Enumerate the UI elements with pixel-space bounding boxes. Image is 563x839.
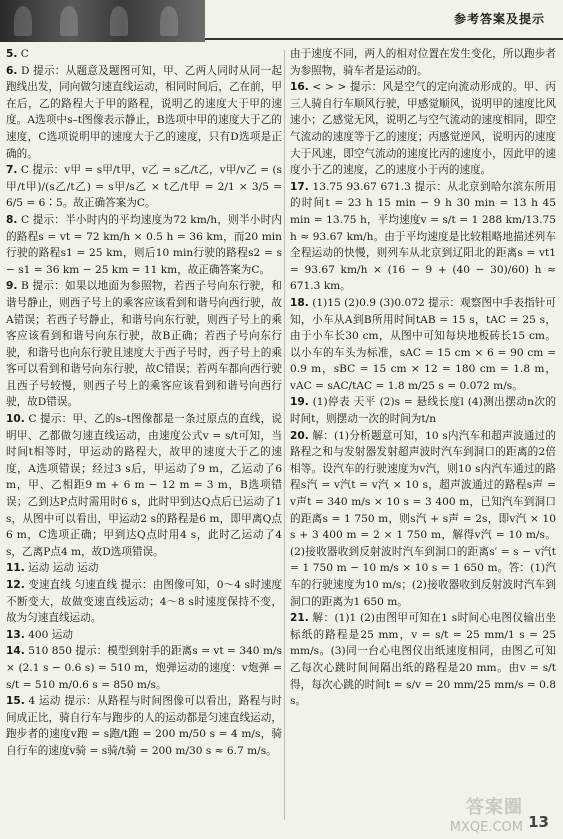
answer-text: C [20, 48, 29, 60]
banner-decoration [60, 6, 78, 36]
left-column [6, 46, 282, 760]
banner-decoration [14, 6, 32, 36]
answer-item [6, 693, 282, 759]
answer-item [6, 627, 282, 644]
answer-item [6, 278, 282, 411]
answer-number: 13. [6, 628, 25, 641]
answer-number: 8. [6, 213, 18, 226]
header-banner-image [0, 0, 205, 42]
answer-text: (1)停表 天平 (2)s = 悬线长度l (4)测出摆动n次的时间t，则摆动一次的时间为t/n [290, 396, 556, 426]
answer-number: 14. [6, 645, 25, 658]
watermark-text: 答案圈 [466, 797, 523, 818]
answer-item [6, 643, 282, 693]
page-header [0, 0, 563, 44]
answer-number: 21. [290, 612, 309, 625]
answer-number: 15. [6, 695, 25, 708]
answer-number: 11. [6, 562, 25, 575]
answer-number: 16. [290, 81, 309, 94]
answer-number: 5. [6, 48, 18, 60]
answer-number: 9. [6, 280, 18, 293]
watermark-url: MXQE.COM [449, 820, 523, 835]
answer-item [6, 46, 282, 63]
column-divider [284, 50, 285, 820]
answer-text: C 提示：v甲 = s甲/t甲，v乙 = s乙/t乙，v甲/v乙 = (s甲/t甲)/(s乙/t乙) = s甲/s乙 × t乙/t甲 = 2/1 × 3/5 = 6/5 = 6∶5。故正确答案为C。 [6, 164, 282, 210]
answer-item [6, 411, 282, 560]
answer-item [290, 79, 556, 179]
answer-text: 510 850 提示：模型到射手的距离s = vt = 340 m/s × (2.1 s − 0.6 s) = 510 m，炮弹运动的速度：v炮弹 = s/t = 510 m/0.6 s = 850 m/s。 [6, 645, 282, 691]
header-rule [205, 38, 563, 40]
right-column [290, 46, 556, 710]
answer-item [290, 46, 556, 79]
answer-number: 12. [6, 579, 25, 591]
answer-item [290, 428, 556, 611]
answer-text: 解：(1)1 (2)由图甲可知在1 s时间心电图仪输出坐标纸的路程是25 mm，v = s/t = 25 mm/1 s = 25 mm/s。(3)同一台心电图仪出纸速度相同，由图乙可知乙每次心跳时间间隔出纸的路程是20 mm。由v = s/t得，每次心跳的时间t = s/v = 20 mm/25 mm/s = 0.8 s。 [290, 612, 556, 708]
answer-number: 20. [290, 429, 309, 442]
answer-text: B 提示：如果以地面为参照物，若西子号向东行驶，和谐号静止，则西子号上的乘客应该看到和谐号向西行驶，故A错误；若西子号静止，和谐号向东行驶，则西子号上的乘客应该看到和谐号向东行驶，故B正确；若西子号向东行驶，和谐号也向东行驶且速度大于西子号时，西子号上的乘客可以看到和谐号向东行驶，故C错误；若两车都向西行驶且西子号较慢，则西子号上的乘客应该看到和谐号向西行驶，故D错误。 [6, 280, 282, 409]
answer-text: C 提示：半小时内的平均速度为72 km/h，则半小时内的路程s = vt = 72 km/h × 0.5 h = 36 km，而20 min行驶的路程s1 = 25 km，则后10 min行驶的路程s2 = s − s1 = 36 km − 25 km = 11 km，故正确答案为C。 [6, 213, 282, 276]
answer-number: 6. [6, 64, 18, 77]
answer-text: (1)15 (2)0.9 (3)0.072 提示：观察图中手表指针可知，小车从A到B所用时间tAB = 15 s，tAC = 25 s，由于小车长30 cm，从图中可知每块地板砖长15 cm。以小车的车头为标准，sAC = 15 cm × 6 = 90 cm = 0.9 m，sBC = 15 cm × 12 = 180 cm = 1.8 m，vAC = sAC/tAC = 1.8 m/25 s = 0.072 m/s。 [290, 296, 556, 392]
answer-number: 10. [6, 413, 25, 426]
answer-item [290, 394, 556, 427]
answer-item [290, 179, 556, 295]
answer-item [6, 577, 282, 627]
answer-item [6, 63, 282, 163]
banner-decoration [160, 6, 178, 36]
answer-text: 变速直线 匀速直线 提示：由图像可知，0～4 s时速度不断变大，故做变速直线运动；4～8 s时速度保持不变，故为匀速直线运动。 [6, 579, 282, 625]
answer-number: 17. [290, 180, 309, 193]
answer-item [290, 295, 556, 395]
answer-text: 解：(1)分析题意可知，10 s内汽车和超声波通过的路程之和与发射器发射超声波时汽车到洞口的距离的2倍相等。设汽车的行驶速度为v汽，则10 s内汽车通过的路程s汽 = v汽t = v汽 × 10 s，超声波通过的路程s声 = v声t = 340 m/s × 10 s = 3 400 m，已知汽车到洞口的距离s = 1 750 m，则s汽 + s声 = 2s，即v汽 × 10 s + 3 400 m = 2 × 1 750 m，解得v汽 = 10 m/s。(2)接收器收到反射波时汽车到洞口的距离s′ = s − v汽t = 1 750 m − 10 m/s × 10 s = 1 650 m。答：(1)汽车的行驶速度为10 m/s；(2)接收器收到反射波时汽车到洞口的距离为1 650 m。 [290, 429, 556, 608]
answer-item [6, 560, 282, 577]
answer-number: 7. [6, 164, 18, 177]
answer-item [6, 162, 282, 212]
answer-text: 运动 运动 运动 [28, 562, 99, 575]
page-number: 13 [528, 813, 549, 831]
header-title: 参考答案及提示 [453, 12, 545, 26]
answer-text: 4 运动 提示：从路程与时间图像可以看出，路程与时间成正比，骑自行车与跑步的人的运动都是匀速直线运动，跑步者的速度v跑 = s跑/t跑 = 200 m/50 s = 4 m/s，骑自行车的速度v骑 = s骑/t骑 = 200 m/30 s ≈ 6.7 m/s。 [6, 695, 282, 757]
answer-text: < > > 提示：风是空气的定向流动形成的。甲、丙三人骑自行车顺风行驶，甲感觉顺风，说明甲的速度比风速小；乙感觉无风，说明乙与空气流动的速度相同，即空气流动的速度等于乙的速度；丙感觉逆风，说明丙的速度大于风速，即空气流动的速度比丙的速度小，因此甲的速度小于乙的速度，乙的速度小于丙的速度。 [290, 81, 556, 177]
answer-text: D 提示：从题意及题图可知，甲、乙两人同时从同一起跑线出发，同向做匀速直线运动，相同时间后，乙在前，甲在后，乙的路程大于甲的路程，说明乙的速度大于甲的速度。A选项中s–t图像表示静止，B选项中甲的速度大于乙的速度，C选项说明甲的速度大于乙的速度，只有D选项是正确的。 [6, 64, 282, 160]
answer-text: 400 运动 [28, 628, 73, 641]
answer-number: 18. [290, 296, 309, 309]
answer-text: 由于速度不同，两人的相对位置在发生变化，所以跑步者为参照物，骑车者是运动的。 [290, 48, 556, 77]
answer-item [6, 212, 282, 278]
banner-decoration [110, 6, 128, 36]
answer-number: 19. [290, 396, 309, 409]
answer-text: C 提示：甲、乙的s–t图像都是一条过原点的直线，说明甲、乙都做匀速直线运动，由速度公式v = s/t可知，当时间t相等时，甲运动的路程大，故甲的速度大于乙的速度，A选项错误；经过3 s后，甲运动了9 m，乙运动了6 m，甲、乙相距9 m + 6 m − 12 m = 3 m，B选项错误；乙到达P点时需用时6 s，此时甲到达Q点后已运动了1 s，从图中可以看出，甲运动2 s的路程是6 m，即甲离Q点6 m，C选项正确；甲到达Q点时用4 s，此时乙运动了4 s，乙离P点4 m，故D选项错误。 [6, 413, 282, 558]
answer-item [290, 610, 556, 710]
answer-text: 13.75 93.67 671.3 提示：从北京到哈尔滨东所用的时间t = 23 h 15 min − 9 h 30 min = 13 h 45 min = 13.75 h，平均速度v = s/t = 1 288 km/13.75 h ≈ 93.67 km/h。由于平均速度是比较粗略地描述列车全程运动的快慢，则列车从北京到辽阳北的距离s = vt1 = 93.67 km/h × (16 − 9 + (40 − 30)/60) h ≈ 671.3 km。 [290, 180, 556, 293]
